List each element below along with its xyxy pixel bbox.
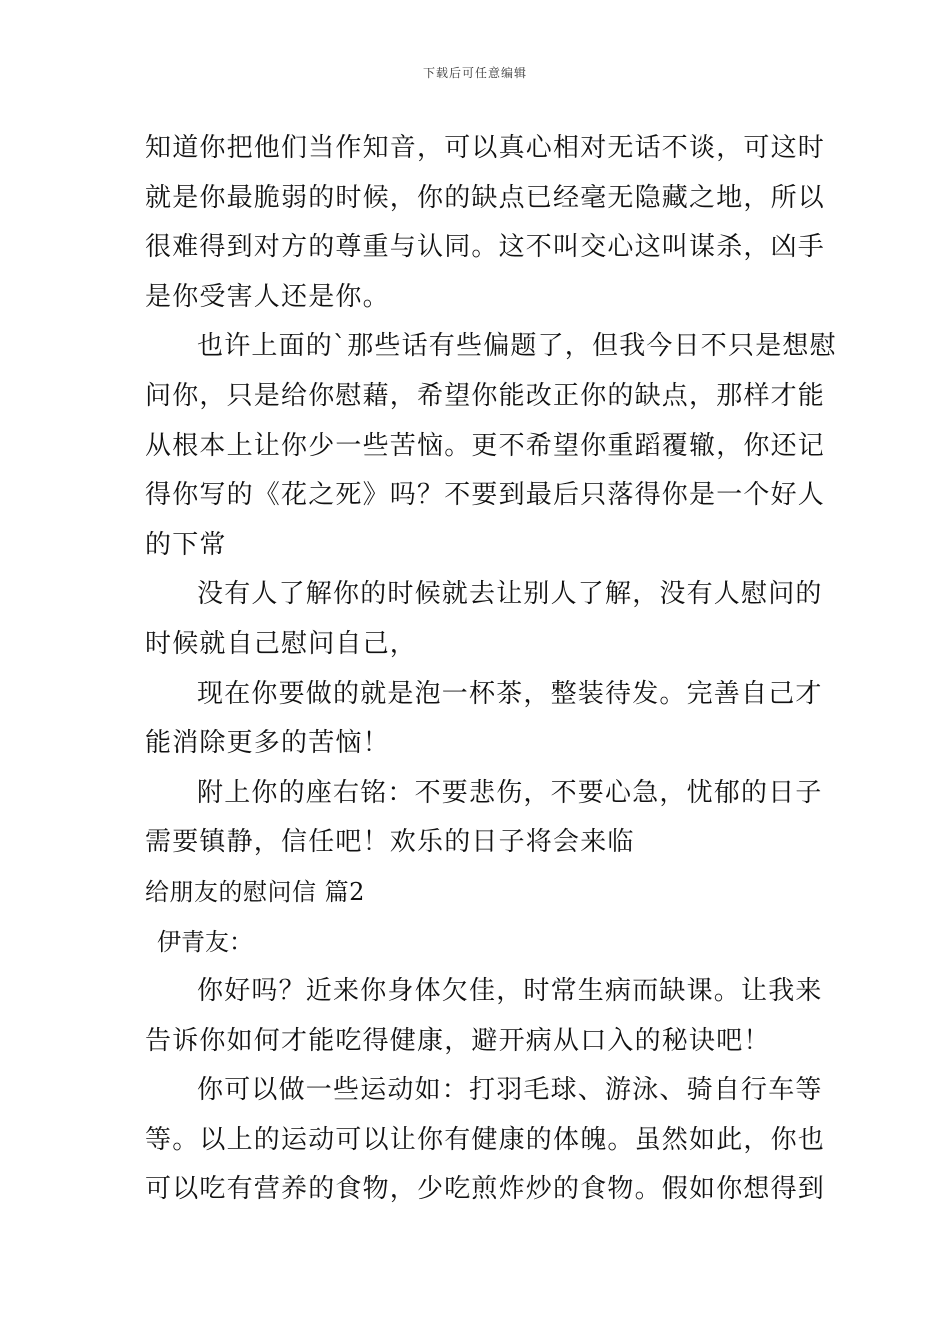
paragraph [145, 322, 837, 570]
text-line: 的下常 [145, 529, 227, 560]
text-line: 你可以做一些运动如：打羽毛球、游泳、骑自行车等 [197, 1075, 823, 1106]
text-line: 没有人了解你的时候就去让别人了解，没有人慰问的 [197, 579, 823, 610]
text-line: 可以吃有营养的食物，少吃煎炸炒的食物。假如你想得到 [145, 1174, 826, 1205]
text-line: 从根本上让你少一些苦恼。更不希望你重蹈覆辙，你还记 [145, 430, 826, 461]
text-line: 也许上面的`那些话有些偏题了，但我今日不只是想慰 [197, 331, 837, 362]
text-line: 你好吗？近来你身体欠佳，时常生病而缺课。让我来 [197, 976, 823, 1007]
letter-salutation: 伊青友： [157, 927, 253, 956]
paragraph [145, 670, 823, 769]
text-line: 告诉你如何才能吃得健康，避开病从口入的秘诀吧！ [145, 1025, 771, 1056]
text-line: 得你写的《花之死》吗？不要到最后只落得你是一个好人 [145, 480, 826, 511]
text-line: 时候就自己慰问自己， [145, 628, 418, 659]
paragraph [145, 769, 823, 868]
text-line: 等。以上的运动可以让你有健康的体魄。虽然如此，你也 [145, 1124, 826, 1155]
text-line: 是你受害人还是你。 [145, 281, 390, 312]
paragraph [145, 124, 826, 322]
text-line: 现在你要做的就是泡一杯茶，整装待发。完善自己才 [197, 678, 823, 709]
text-line: 问你，只是给你慰藉，希望你能改正你的缺点，那样才能 [145, 380, 826, 411]
text-line: 很难得到对方的尊重与认同。这不叫交心这叫谋杀，凶手 [145, 232, 826, 263]
section-heading: 给朋友的慰问信 篇2 [145, 877, 365, 906]
document-body [145, 124, 837, 1215]
paragraph [145, 1066, 826, 1215]
paragraph [145, 570, 823, 669]
text-line: 需要镇静，信任吧！欢乐的日子将会来临 [145, 827, 635, 858]
paragraph [145, 967, 823, 1066]
page-header: 下载后可任意编辑 [422, 66, 527, 80]
text-line: 能消除更多的苦恼！ [145, 728, 390, 759]
text-line: 知道你把他们当作知音，可以真心相对无话不谈，可这时 [145, 133, 826, 163]
text-line: 附上你的座右铭：不要悲伤，不要心急，忧郁的日子 [197, 777, 823, 808]
text-line: 就是你最脆弱的时候，你的缺点已经毫无隐藏之地，所以 [145, 182, 826, 213]
